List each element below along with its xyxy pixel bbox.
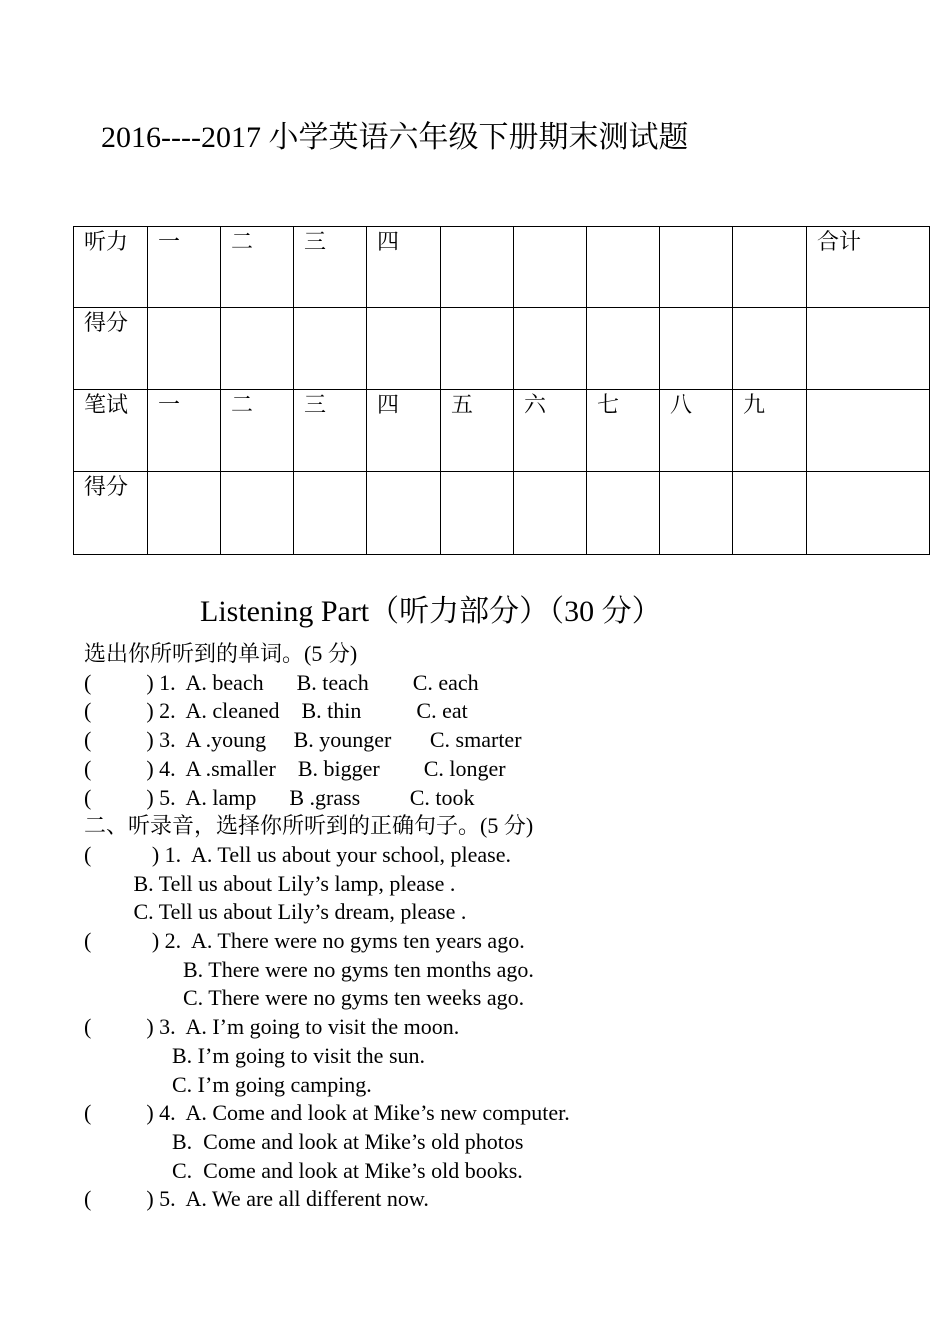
question-line: C. Come and look at Mike’s old books. [84,1157,523,1183]
question-line: ( ) 3. A .young B. younger C. smarter [84,727,522,753]
score-table-cell: 八 [660,390,733,472]
question-line: ( ) 5. A. We are all different now. [84,1186,429,1212]
score-table-cell [660,308,733,390]
score-table-cell: 七 [587,390,660,472]
score-table-cell [514,227,587,308]
question-line: ( ) 3. A. I’m going to visit the moon. [84,1014,460,1040]
score-table-cell: 四 [367,390,441,472]
score-table-cell [148,308,221,390]
score-table-cell: 笔试 [74,390,148,472]
page-title: 2016----2017 小学英语六年级下册期末测试题 [101,121,689,154]
score-table-cell: 九 [733,390,807,472]
score-table-cell [660,472,733,555]
score-table-cell [294,472,367,555]
score-table-cell [587,472,660,555]
score-table-row [74,390,930,472]
listening-section-title: Listening Part（听力部分）（30 分） [200,595,662,628]
score-table-cell [441,308,514,390]
score-table-cell: 四 [367,227,441,308]
question-line: C. There were no gyms ten weeks ago. [84,985,525,1011]
score-table-cell [367,308,441,390]
score-table-cell [441,227,514,308]
score-table-cell [733,227,807,308]
score-table-cell [148,472,221,555]
score-table-cell [807,472,930,555]
score-table-cell [733,308,807,390]
question-line: ( ) 4. A .smaller B. bigger C. longer [84,755,506,781]
score-table-cell: 得分 [74,472,148,555]
score-table-cell: 三 [294,227,367,308]
score-table-cell [587,227,660,308]
question-line: C. Tell us about Lily’s dream, please . [84,899,467,925]
score-table-cell [294,308,367,390]
question-line: ( ) 2. A. There were no gyms ten years ago. [84,928,525,953]
score-table-cell: 一 [148,227,221,308]
score-table-cell [221,472,294,555]
score-table-cell [367,472,441,555]
question-line: ( ) 2. A. cleaned B. thin C. eat [84,698,468,724]
question-line: B. Come and look at Mike’s old photos [84,1128,524,1154]
question-line: ( ) 1. A. beach B. teach C. each [84,669,479,695]
score-table-cell: 六 [514,390,587,472]
score-table-cell [660,227,733,308]
question-line: B. There were no gyms ten months ago. [84,956,534,982]
score-table [73,226,930,555]
score-table-cell: 得分 [74,308,148,390]
score-table-cell: 合计 [807,227,930,308]
score-table-row [74,472,930,555]
score-table-cell: 一 [148,390,221,472]
question-line: 选出你所听到的单词。(5 分) [84,641,358,666]
score-table-row [74,308,930,390]
question-line: 二、听录音，选择你所听到的正确句子。(5 分) [84,813,534,839]
question-line: C. I’m going camping. [84,1071,372,1097]
score-table-cell [733,472,807,555]
score-table-cell [514,308,587,390]
score-table-cell: 二 [221,390,294,472]
question-line: ( ) 4. A. Come and look at Mike’s new computer. [84,1100,570,1126]
score-table-cell: 三 [294,390,367,472]
score-table-cell: 听力 [74,227,148,308]
score-table-cell [441,472,514,555]
score-table-cell: 二 [221,227,294,308]
question-line: B. I’m going to visit the sun. [84,1042,425,1068]
score-table-cell [807,390,930,472]
score-table-cell: 五 [441,390,514,472]
score-table-cell [221,308,294,390]
question-line: ( ) 1. A. Tell us about your school, please. [84,841,511,867]
score-table-cell [807,308,930,390]
score-table-cell [587,308,660,390]
question-line: ( ) 5. A. lamp B .grass C. took [84,784,475,810]
score-table-row [74,227,930,308]
question-line: B. Tell us about Lily’s lamp, please . [84,870,456,896]
score-table-cell [514,472,587,555]
